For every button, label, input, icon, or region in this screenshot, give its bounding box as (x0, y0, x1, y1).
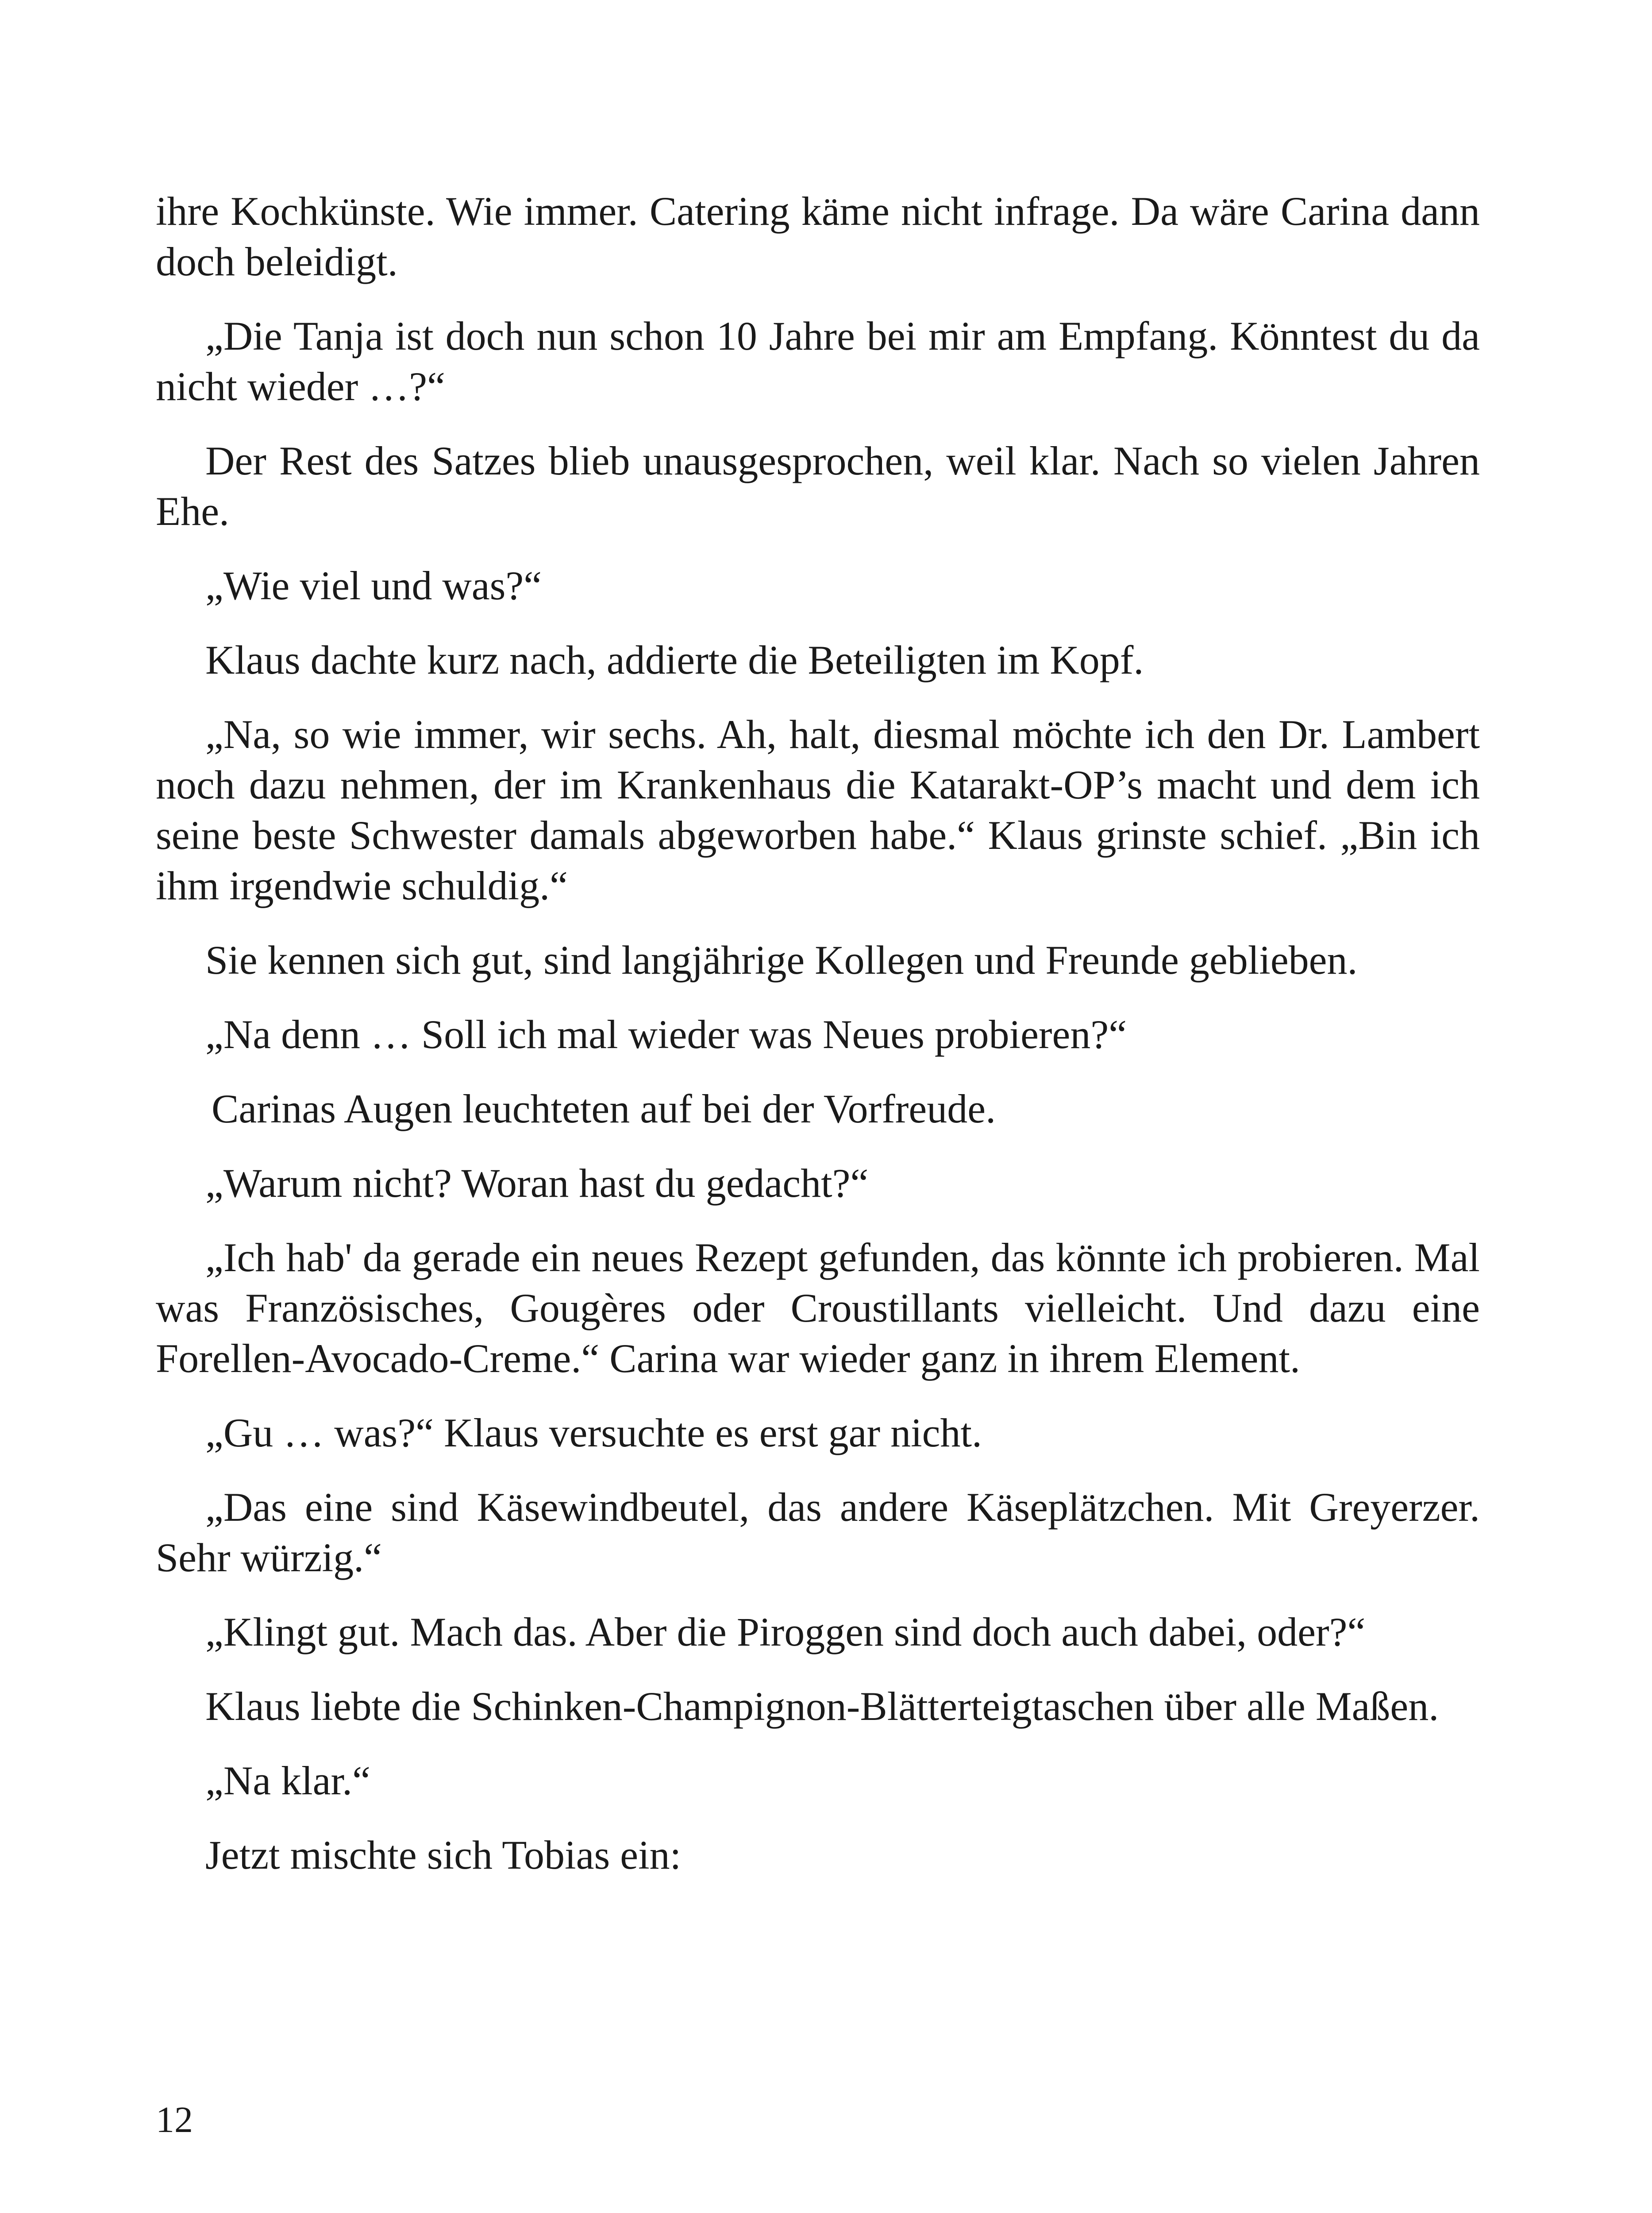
paragraph-13: „Das eine sind Käsewindbeutel, das andere Käseplätzchen. Mit Greyerzer. Sehr würzig.“ (156, 1484, 1480, 1580)
paragraph-2: „Die Tanja ist doch nun schon 10 Jahre bei mir am Empfang. Könntest du da nicht wieder …?“ (156, 313, 1480, 409)
paragraph-12: „Gu … was?“ Klaus versuchte es erst gar nicht. (205, 1410, 982, 1455)
paragraph-4: „Wie viel und was?“ (205, 563, 542, 608)
paragraph-7: Sie kennen sich gut, sind langjährige Kollegen und Freunde geblieben. (205, 937, 1358, 983)
paragraph-8: „Na denn … Soll ich mal wieder was Neues probieren?“ (205, 1012, 1127, 1057)
paragraph-5: Klaus dachte kurz nach, addierte die Beteiligten im Kopf. (205, 637, 1144, 682)
page-number: 12 (156, 2099, 193, 2140)
paragraph-1: ihre Kochkünste. Wie immer. Catering käme nicht infrage. Da wäre Carina dann doch beleidigt. (156, 189, 1480, 284)
paragraph-16: „Na klar.“ (205, 1758, 370, 1803)
paragraph-14: „Klingt gut. Mach das. Aber die Piroggen sind doch auch dabei, oder?“ (205, 1609, 1366, 1654)
paragraph-3: Der Rest des Satzes blieb unausgesprochen, weil klar. Nach so vielen Jahren Ehe. (156, 438, 1480, 534)
paragraph-11: „Ich hab' da gerade ein neues Rezept gefunden, das könnte ich probieren. Mal was Französisches, Gougères oder Croustillants vielleicht. Und dazu eine Forellen-Avocado-Creme.“ Carina war wieder ganz in ihrem Element. (156, 1235, 1480, 1381)
paragraph-6: „Na, so wie immer, wir sechs. Ah, halt, diesmal möchte ich den Dr. Lambert noch dazu nehmen, der im Krankenhaus die Katarakt-OP’s macht und dem ich seine beste Schwester damals abgeworben habe.“ Klaus grinste schief. „Bin ich ihm irgendwie schuldig.“ (156, 712, 1480, 908)
paragraph-15: Klaus liebte die Schinken-Champignon-Blätterteigtaschen über alle Maßen. (205, 1684, 1439, 1729)
paragraph-10: „Warum nicht? Woran hast du gedacht?“ (205, 1160, 869, 1206)
body-text (156, 186, 1480, 1904)
paragraph-17: Jetzt mischte sich Tobias ein: (205, 1832, 682, 1878)
paragraph-9: Carinas Augen leuchteten auf bei der Vorfreude. (212, 1086, 996, 1131)
